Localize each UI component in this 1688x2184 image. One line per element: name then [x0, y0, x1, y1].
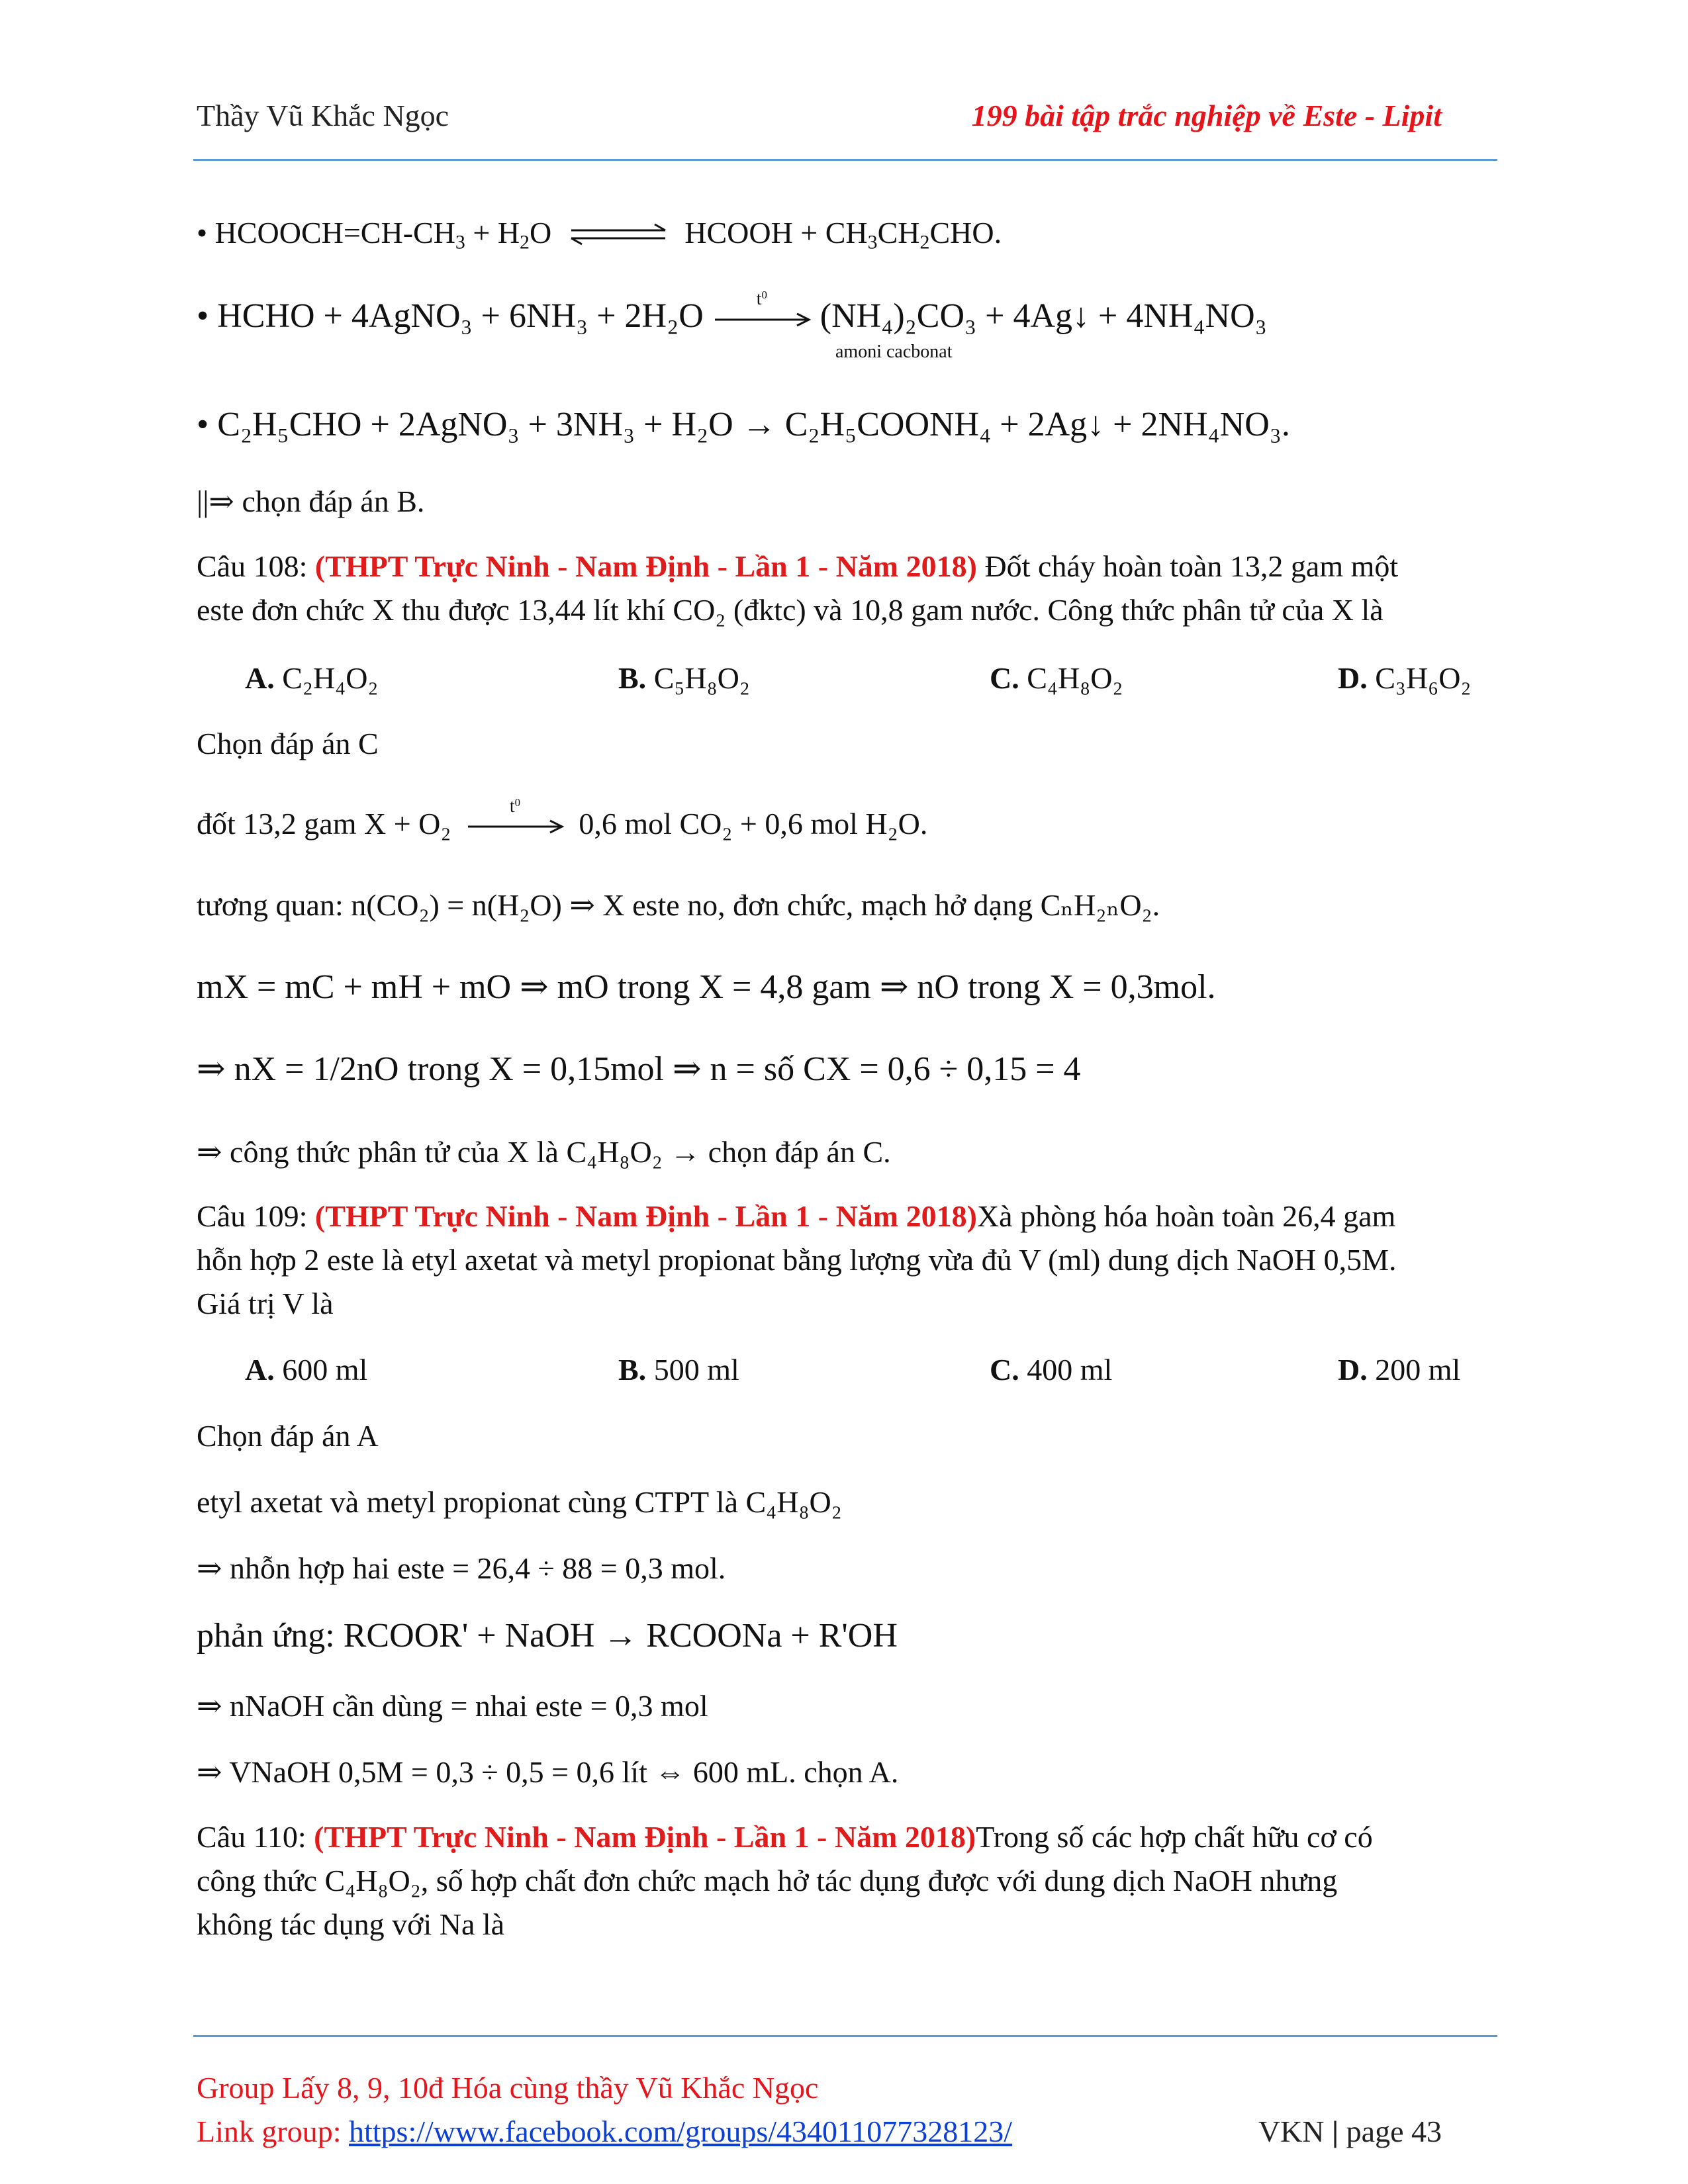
header-rule — [193, 159, 1497, 161]
equation-1: • $HCOOCH=CH-CH_3 + H_2O$ HCOOH + $CH_3CH_2CHO$. — [197, 213, 1495, 255]
solution-108-step3: mX = mC + mH + mO ⇒ mO trong X = 4,8 gam ⇒ nO trong X = 0,3mol. — [197, 968, 1216, 1006]
solution-109-step2: ⇒ nhỗn hợp hai este = 26,4 ÷ 88 = 0,3 mol. — [197, 1551, 726, 1585]
footer-link-line: Link group: https://www.facebook.com/groups/434011077328123/ — [197, 2115, 1013, 2148]
answer-b-line: ||⇒ chọn đáp án B. — [197, 484, 425, 518]
amoni-cacbonat-label: amoni cacbonat — [835, 341, 953, 362]
solution-108-step2: tương quan: n(CO₂) = n(H₂O) ⇒ X este no, đơn chức, mạch hở dạng CₙH₂ₙO₂. — [197, 888, 1160, 922]
equation-2: • HCHO + 4AgNO₃ + 6NH₃ + 2H₂O $t^0$ (NH₄)₂CO₃ + 4Ag↓ + 4NH₄NO₃ — [197, 296, 1495, 339]
solution-109-step5: ⇒ VNaOH 0,5M = 0,3 ÷ 0,5 = 0,6 lít ⇔ 600 mL. chọn A. — [197, 1755, 899, 1789]
header-author: Thầy Vũ Khắc Ngọc — [197, 99, 449, 132]
question-109-line2: hỗn hợp 2 este là etyl axetat và metyl propionat bằng lượng vừa đủ V (ml) dung dịch NaOH 0,5M. — [197, 1243, 1397, 1277]
option-c: C. 400 ml — [990, 1353, 1113, 1387]
solution-108-step5: ⇒ công thức phân tử của X là C₄H₈O₂ → chọn đáp án C. — [197, 1135, 891, 1169]
equation-3: • C₂H₅CHO + 2AgNO₃ + 3NH₃ + H₂O → C₂H₅COONH₄ + 2Ag↓ + 2NH₄NO₃. — [197, 406, 1290, 443]
question-109-line3: Giá trị V là — [197, 1287, 334, 1320]
solution-108-step1: đốt 13,2 gam X + O₂ $t^0$ 0,6 mol CO₂ + 0,6 mol H₂O. — [197, 804, 1495, 846]
solution-109-step3: phản ứng: RCOOR' + NaOH → RCOONa + R'OH — [197, 1617, 898, 1655]
solution-108-step4: ⇒ nX = 1/2nO trong X = 0,15mol ⇒ n = số CX = 0,6 ÷ 0,15 = 4 — [197, 1050, 1081, 1088]
header-title: 199 bài tập trắc nghiệp về Este - Lipit — [971, 99, 1442, 132]
question-108-answer: Chọn đáp án C — [197, 727, 379, 760]
question-110-line2: công thức C₄H₈O₂, số hợp chất đơn chức mạch hở tác dụng được với dung dịch NaOH nhưng — [197, 1864, 1338, 1897]
option-a: A. C₂H₄O₂ — [245, 661, 379, 695]
option-d: D. C₃H₆O₂ — [1338, 661, 1472, 695]
option-b: B. 500 ml — [618, 1353, 739, 1387]
question-109-answer: Chọn đáp án A — [197, 1419, 379, 1453]
equilibrium-arrow-icon — [569, 216, 668, 255]
question-110: Câu 110: (THPT Trực Ninh - Nam Định - Lần 1 - Năm 2018)Trong số các hợp chất hữu cơ có — [197, 1820, 1373, 1854]
question-110-source: (THPT Trực Ninh - Nam Định - Lần 1 - Năm 2018) — [314, 1820, 976, 1854]
group-link[interactable]: https://www.facebook.com/groups/434011077328123/ — [348, 2115, 1013, 2148]
footer-group: Group Lấy 8, 9, 10đ Hóa cùng thầy Vũ Khắc Ngọc — [197, 2071, 819, 2105]
question-108-source: (THPT Trực Ninh - Nam Định - Lần 1 - Năm 2018) — [314, 549, 977, 583]
question-108: Câu 108: (THPT Trực Ninh - Nam Định - Lần 1 - Năm 2018) Đốt cháy hoàn toàn 13,2 gam một — [197, 549, 1399, 583]
question-108-line2: este đơn chức X thu được 13,44 lít khí CO₂ (đktc) và 10,8 gam nước. Công thức phân tử của X là — [197, 593, 1383, 627]
solution-109-step4: ⇒ nNaOH cần dùng = nhai este = 0,3 mol — [197, 1689, 708, 1723]
question-109-source: (THPT Trực Ninh - Nam Định - Lần 1 - Năm 2018) — [314, 1199, 977, 1233]
question-109: Câu 109: (THPT Trực Ninh - Nam Định - Lần 1 - Năm 2018)Xà phòng hóa hoàn toàn 26,4 gam — [197, 1199, 1396, 1233]
solution-109-step1: etyl axetat và metyl propionat cùng CTPT là C₄H₈O₂ — [197, 1485, 842, 1519]
heat-arrow-icon: $t^0$ — [465, 807, 565, 846]
option-d: D. 200 ml — [1338, 1353, 1461, 1387]
option-a: A. 600 ml — [245, 1353, 368, 1387]
footer-rule — [193, 2035, 1497, 2037]
question-110-line3: không tác dụng với Na là — [197, 1907, 505, 1941]
footer-page: VKN | page 43 — [1258, 2115, 1442, 2148]
option-b: B. C₅H₈O₂ — [618, 661, 750, 695]
option-c: C. C₄H₈O₂ — [990, 661, 1123, 695]
heat-arrow-icon: $t^0$ — [712, 299, 812, 339]
